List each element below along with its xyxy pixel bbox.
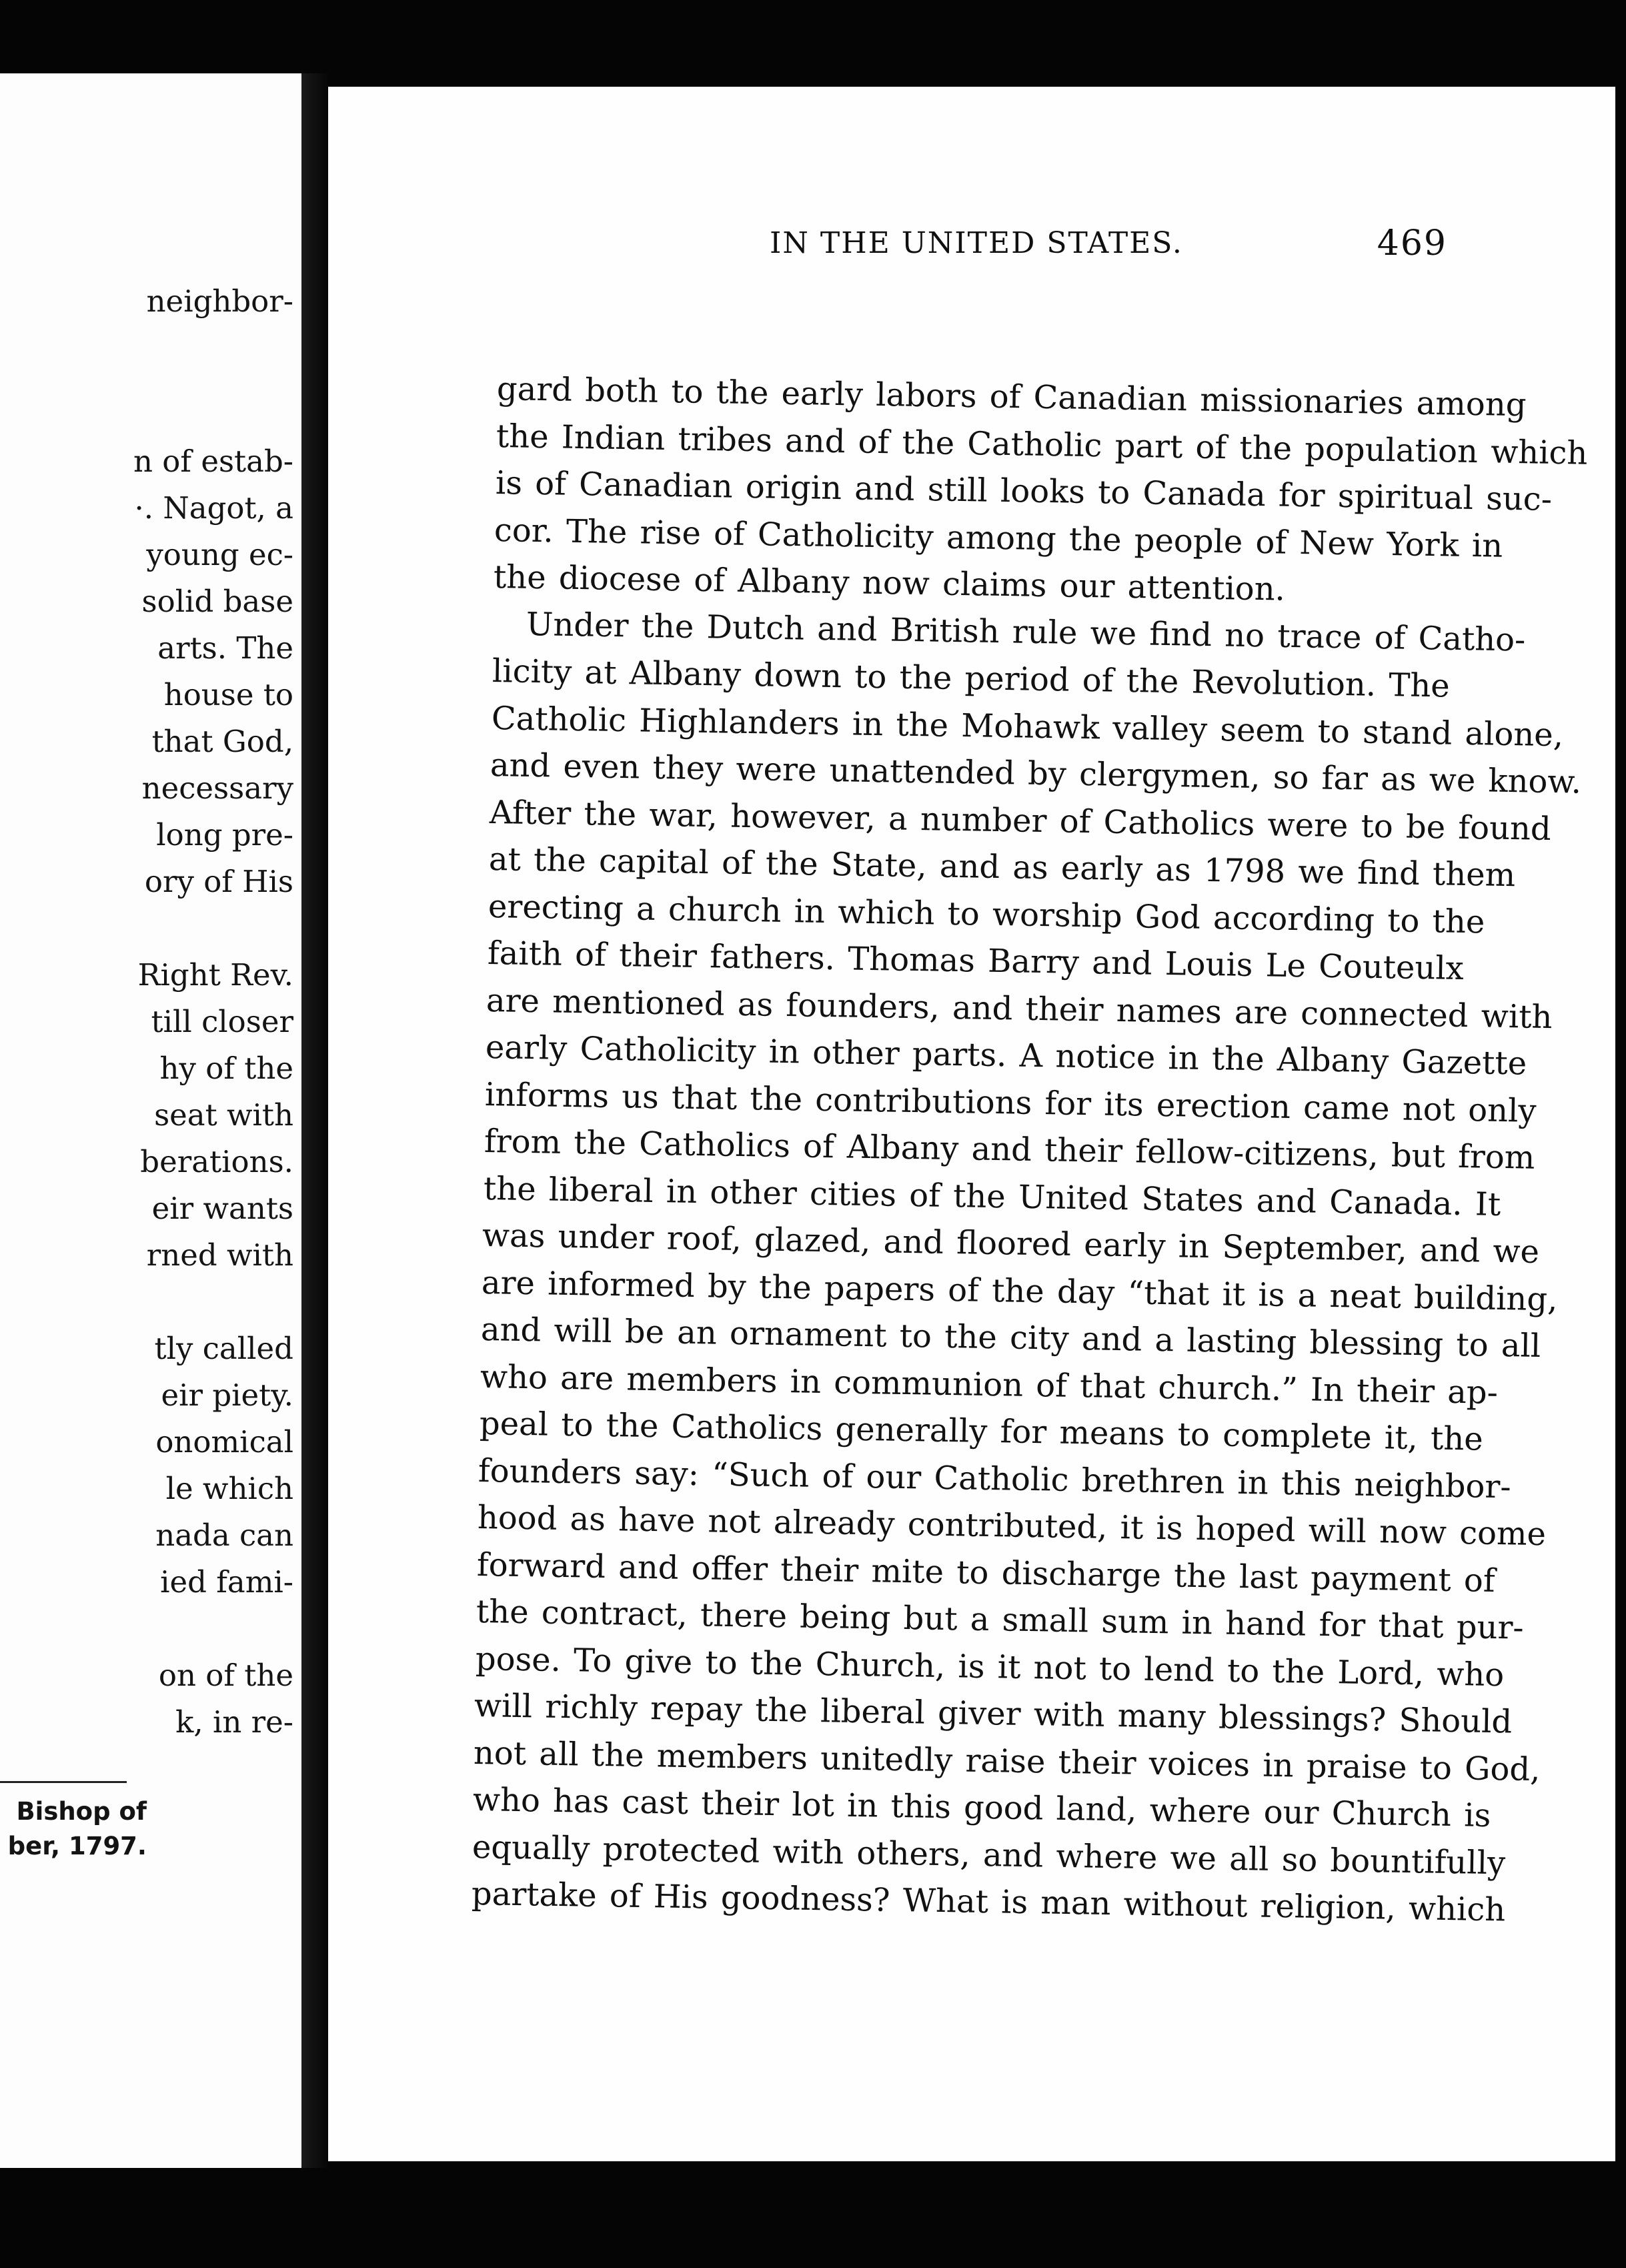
left-page-text-fragment: solid base <box>141 584 293 619</box>
body-text-line: the Indian tribes and of the Catholic part of the population which <box>496 417 1588 472</box>
left-page-text-fragment: ory of His <box>144 864 293 899</box>
body-text-line: hood as have not already contributed, it is hoped will now come <box>477 1499 1547 1554</box>
left-page-text-fragment: that God, <box>151 724 293 759</box>
body-text-line: from the Catholics of Albany and their fellow-citizens, but from <box>484 1123 1535 1177</box>
body-text-line: forward and offer their mite to discharge the last payment of <box>476 1546 1496 1600</box>
left-page-text-fragment: tly called <box>154 1331 293 1366</box>
body-text-line: licity at Albany down to the period of the Revolution. The <box>492 652 1450 705</box>
left-page-text-fragment: necessary <box>141 770 293 806</box>
left-page-text-fragment: neighbor- <box>146 284 293 319</box>
left-page-text-fragment: n of estab- <box>133 444 293 479</box>
left-page-text-fragment: Right Rev. <box>137 957 293 993</box>
body-text-line: peal to the Catholics generally for means to complete it, the <box>479 1405 1483 1458</box>
footnote-line: ber, 1797. <box>7 1832 147 1860</box>
body-text-line: Under the Dutch and British rule we find no trace of Catho- <box>526 605 1526 659</box>
body-text-line: who has cast their lot in this good land, where our Church is <box>472 1781 1491 1834</box>
left-page-text-fragment: k, in re- <box>175 1704 293 1740</box>
body-text-line: early Catholicity in other parts. A notice in the Albany Gazette <box>485 1029 1527 1083</box>
body-text-line: the liberal in other cities of the United States and Canada. It <box>483 1169 1501 1223</box>
body-text-line: gard both to the early labors of Canadian missionaries among <box>496 370 1527 424</box>
body-text-line: will richly repay the liberal giver with many blessings? Should <box>474 1687 1513 1741</box>
body-text-line: equally protected with others, and where we all so bountifully <box>472 1828 1506 1882</box>
left-page-text-fragment: ied fami- <box>160 1564 293 1600</box>
footnote-line: Bishop of <box>16 1797 147 1826</box>
body-text-line: who are members in communion of that church.” In their ap- <box>480 1357 1499 1411</box>
left-page-text-fragment: young ec- <box>146 537 293 572</box>
body-text-line: pose. To give to the Church, is it not to lend to the Lord, who <box>475 1640 1505 1694</box>
body-text-line: partake of His goodness? What is man without religion, which <box>471 1875 1506 1929</box>
body-text-line: and even they were unattended by clergymen, so far as we know. <box>490 746 1582 801</box>
body-text-line: and will be an ornament to the city and a lasting blessing to all <box>480 1311 1541 1365</box>
left-page-text-fragment: rned with <box>146 1237 293 1273</box>
body-text-line: the contract, there being but a small sum in hand for that pur- <box>476 1593 1524 1647</box>
left-page-text-fragment: le which <box>165 1471 293 1506</box>
left-page-text-fragment: arts. The <box>157 630 293 666</box>
left-page-text-fragment: long pre- <box>156 817 293 853</box>
body-text-line: the diocese of Albany now claims our attention. <box>493 558 1286 608</box>
page-number: 469 <box>1377 223 1447 263</box>
body-text-line: founders say: “Such of our Catholic brethren in this neighbor- <box>478 1452 1512 1506</box>
body-text-line: cor. The rise of Catholicity among the people of New York in <box>494 511 1503 565</box>
body-text-line: are mentioned as founders, and their names are connected with <box>486 981 1553 1036</box>
left-page-text-fragment: house to <box>163 677 293 712</box>
left-page-text-fragment: berations. <box>140 1144 293 1179</box>
left-page-text-fragment: ·. Nagot, a <box>134 490 293 526</box>
body-text-line: not all the members unitedly raise their voices in praise to God, <box>473 1734 1541 1788</box>
left-page-text-fragment: hy of the <box>159 1051 293 1086</box>
body-text-line: was under roof, glazed, and floored early in September, and we <box>482 1217 1540 1271</box>
body-text-line: at the capital of the State, and as early as 1798 we find them <box>488 840 1516 895</box>
left-page-text-fragment: onomical <box>155 1424 293 1460</box>
body-text-line: is of Canadian origin and still looks to Canada for spiritual suc- <box>495 464 1552 518</box>
left-page-text-fragment: eir wants <box>151 1191 293 1226</box>
body-text-line: faith of their fathers. Thomas Barry and Louis Le Couteulx <box>487 935 1464 987</box>
body-text-line: erecting a church in which to worship God according to the <box>488 887 1485 941</box>
left-page-text-fragment: eir piety. <box>161 1377 293 1413</box>
body-text <box>0 277 1626 2011</box>
left-page-text-fragment: on of the <box>158 1658 293 1693</box>
left-page-text-fragment: seat with <box>154 1097 293 1133</box>
body-text-line: Catholic Highlanders in the Mohawk valley seem to stand alone, <box>491 699 1563 754</box>
body-text-line: are informed by the papers of the day “that it is a neat building, <box>481 1263 1558 1318</box>
body-text-line: informs us that the contributions for its erection came not only <box>484 1075 1537 1130</box>
left-page-text-fragment: nada can <box>155 1518 293 1553</box>
left-page-text-fragment: till closer <box>151 1004 293 1039</box>
running-head-title: IN THE UNITED STATES. <box>770 226 1183 260</box>
body-text-line: After the war, however, a number of Catholics were to be found <box>489 793 1552 848</box>
